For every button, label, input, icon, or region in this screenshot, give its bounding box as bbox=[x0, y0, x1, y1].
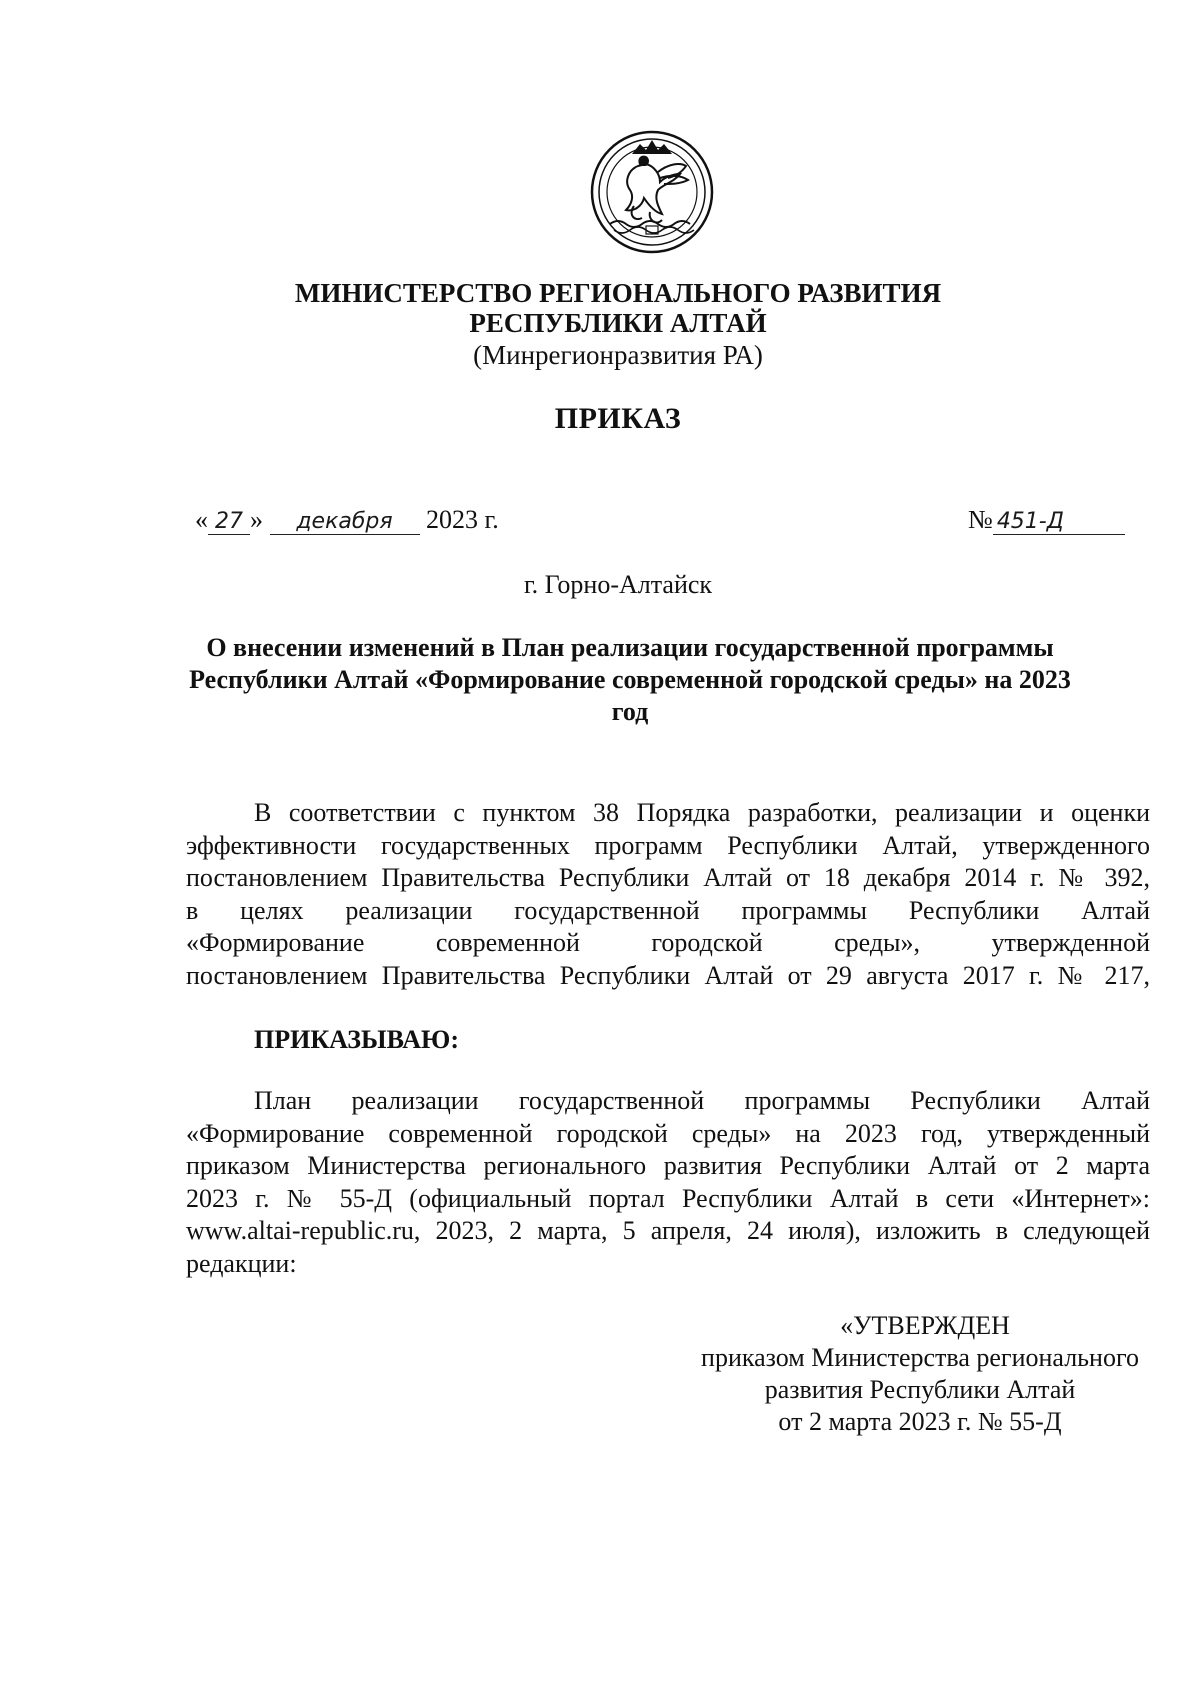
preamble-line: в целях реализации государственной программы Республики Алтай bbox=[186, 895, 1150, 925]
order-date bbox=[195, 505, 499, 535]
order-title: ПРИКАЗ bbox=[554, 402, 682, 435]
date-close-quote: » bbox=[250, 505, 263, 534]
approval-line2: приказом Министерства регионального bbox=[701, 1343, 1139, 1372]
number-value: 451-Д bbox=[993, 510, 1125, 535]
date-year: 2023 г. bbox=[426, 505, 499, 534]
ministry-name-line2: РЕСПУБЛИКИ АЛТАЙ bbox=[469, 308, 767, 338]
approval-line1: «УТВЕРЖДЕН bbox=[840, 1311, 1010, 1340]
date-day: 27 bbox=[208, 510, 250, 535]
number-sign: № bbox=[968, 505, 993, 534]
order-subject bbox=[180, 632, 1080, 728]
body-line: «Формирование современной городской среды» на 2023 год, утвержденный bbox=[186, 1118, 1150, 1148]
body-paragraph bbox=[186, 1085, 1150, 1280]
preamble-paragraph bbox=[186, 797, 1150, 992]
preamble-line: постановлением Правительства Республики Алтай от 18 декабря 2014 г. № 392, bbox=[186, 863, 1150, 892]
coat-of-arms-icon bbox=[588, 126, 716, 258]
preamble-line: постановлением Правительства Республики Алтай от 29 августа 2017 г. № 217, bbox=[186, 960, 1150, 990]
body-line: www.altai-republic.ru, 2023, 2 марта, 5 апреля, 24 июля), изложить в следующей bbox=[186, 1216, 1150, 1245]
preamble-line: «Формирование современной городской среды», утвержденной bbox=[186, 928, 1150, 957]
subject-line3: год bbox=[611, 697, 649, 726]
order-number bbox=[968, 505, 1125, 535]
body-line: редакции: bbox=[186, 1248, 297, 1278]
subject-line2: Республики Алтай «Формирование современной городской среды» на 2023 bbox=[189, 665, 1071, 694]
approval-line3: развития Республики Алтай bbox=[764, 1375, 1076, 1404]
ministry-name bbox=[18, 278, 1200, 338]
ministry-short-name: (Минрегионразвития РА) bbox=[473, 340, 763, 370]
approval-stamp bbox=[660, 1310, 1180, 1438]
preamble-line: эффективности государственных программ Республики Алтай, утвержденного bbox=[186, 830, 1150, 860]
preamble-line: В соответствии с пунктом 38 Порядка разработки, реализации и оценки bbox=[254, 798, 1150, 827]
ministry-name-line1: МИНИСТЕРСТВО РЕГИОНАЛЬНОГО РАЗВИТИЯ bbox=[294, 278, 942, 308]
orders-word: ПРИКАЗЫВАЮ: bbox=[254, 1025, 459, 1054]
subject-line1: О внесении изменений в План реализации государственной программы bbox=[206, 633, 1054, 662]
body-line: приказом Министерства регионального развития Республики Алтай от 2 марта bbox=[186, 1151, 1150, 1180]
date-open-quote: « bbox=[195, 505, 208, 534]
body-line: План реализации государственной программы Республики Алтай bbox=[254, 1086, 1150, 1115]
city-name: г. Горно-Алтайск bbox=[523, 570, 713, 599]
date-month: декабря bbox=[270, 510, 420, 535]
approval-line4: от 2 марта 2023 г. № 55-Д bbox=[778, 1407, 1062, 1436]
body-line: 2023 г. № 55-Д (официальный портал Республики Алтай в сети «Интернет»: bbox=[186, 1183, 1150, 1213]
